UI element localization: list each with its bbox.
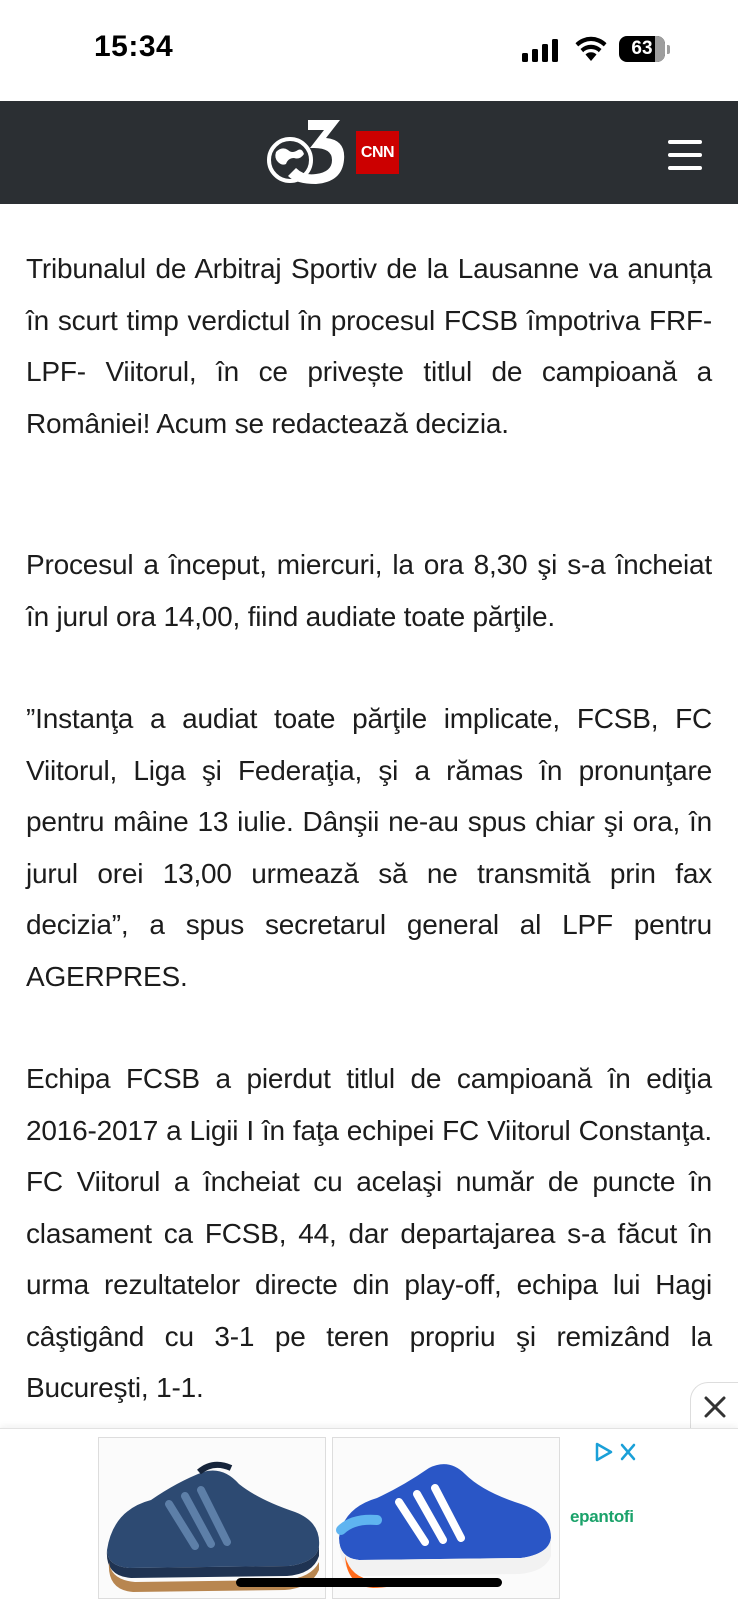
ad-product-card[interactable] [98, 1437, 326, 1599]
cnn-logo[interactable]: CNN [356, 131, 399, 174]
status-bar [0, 0, 738, 101]
ad-brand-logo[interactable]: epantofi [570, 1507, 634, 1526]
ad-close-button[interactable] [690, 1382, 738, 1431]
hamburger-menu-icon[interactable] [668, 140, 702, 172]
status-time: 15:34 [94, 30, 174, 63]
ad-product-card[interactable] [332, 1437, 560, 1599]
shoe-dark-image [99, 1438, 325, 1598]
article-paragraph-3: ”Instanţa a audiat toate părţile implicate, FCSB, FC Viitorul, Liga şi Federaţia, şi a rămas în pronunţare pentru mâine 13 iulie. Dânşii ne-au spus chiar şi ora, în jurul orei 13,00 urmează să ne transmită prin fax decizia”, a spus secretarul general al LPF pentru AGERPRES. [26, 703, 712, 992]
wifi-icon [574, 34, 608, 62]
battery-icon [619, 36, 671, 64]
ad-banner[interactable] [0, 1428, 738, 1601]
close-icon [703, 1395, 727, 1419]
article-paragraph-1: Tribunalul de Arbitraj Sportiv de la Lausanne va anunța în scurt timp verdictul în procesul FCSB împotriva FRF-LPF- Viitorul, în ce privește titlul de campioană a României! Acum se redactează decizia. [26, 253, 712, 439]
article-paragraph-2: Procesul a început, miercuri, la ora 8,30 şi s-a încheiat în jurul ora 14,00, fiind audiate toate părţile. [26, 549, 712, 632]
signal-icon [522, 38, 562, 62]
battery-level: 63 [631, 38, 653, 59]
article-paragraph-4: Echipa FCSB a pierdut titlul de campioană în ediţia 2016-2017 a Ligii I în faţa echipei FC Viitorul Constanţa. FC Viitorul a încheiat cu acelaşi număr de puncte în clasament ca FCSB, 44, dar departajarea s-a făcut în urma rezultatelor directe din play-off, echipa lui Hagi câştigând cu 3-1 pe teren propriu şi remizând la Bucureşti, 1-1. [26, 1063, 712, 1403]
shoe-blue-image [333, 1438, 559, 1598]
home-indicator[interactable] [236, 1578, 502, 1587]
antena3-logo[interactable] [262, 116, 352, 188]
adchoices-icon[interactable] [594, 1441, 640, 1463]
